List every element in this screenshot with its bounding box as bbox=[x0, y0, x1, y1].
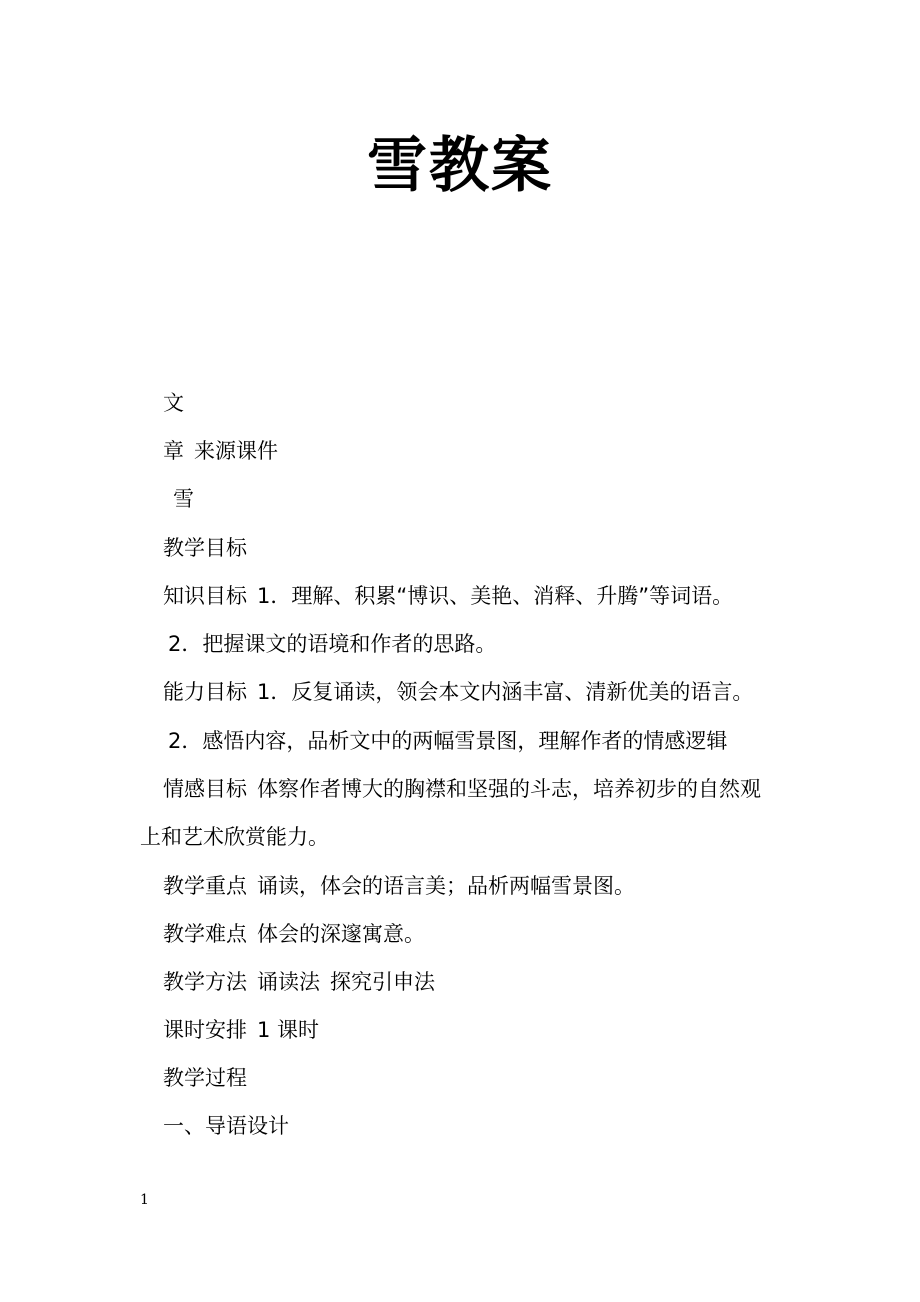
label-ability-goal: 能力目标 bbox=[163, 680, 247, 704]
text-fragment: 1．理解、积累“博识、美艳、消释、升腾”等词语。 bbox=[257, 584, 734, 608]
text-line-knowledge-goal-2 bbox=[168, 629, 496, 659]
text-fragment: 2．把握课文的语境和作者的思路。 bbox=[168, 632, 497, 656]
label-key-points: 教学重点 bbox=[163, 874, 247, 898]
text-fragment: 体察作者博大的胸襟和坚强的斗志，培养初步的自然观 bbox=[257, 777, 761, 801]
section-heading-intro bbox=[163, 1111, 289, 1141]
text-line-emotion-goal-cont bbox=[140, 822, 329, 852]
text-fragment: 教学目标 bbox=[163, 536, 247, 560]
document-title: 雪教案 bbox=[367, 131, 553, 201]
label-knowledge-goal: 知识目标 bbox=[163, 584, 247, 608]
text-fragment: 1．反复诵读，领会本文内涵丰富、清新优美的语言。 bbox=[257, 680, 754, 704]
text-line-methods bbox=[163, 967, 435, 997]
text-line-emotion-goal bbox=[163, 774, 761, 804]
text-line-lesson-name bbox=[173, 484, 194, 514]
text-fragment: 上和艺术欣赏能力。 bbox=[140, 825, 329, 849]
text-line-schedule bbox=[163, 1015, 319, 1045]
text-line-ability-goal bbox=[163, 677, 753, 707]
text-line-ability-goal-2 bbox=[168, 726, 727, 756]
text-fragment: 雪 bbox=[173, 487, 194, 511]
text-fragment: 诵读法 bbox=[257, 970, 320, 994]
text-fragment: 1 课时 bbox=[257, 1018, 320, 1042]
text-fragment: 来源课件 bbox=[194, 439, 278, 463]
text-line-key-points bbox=[163, 871, 635, 901]
page-number: 1 bbox=[140, 1192, 149, 1208]
text-fragment: 一、导语设计 bbox=[163, 1114, 289, 1138]
text-line-knowledge-goal bbox=[163, 581, 733, 611]
text-line-source-part1 bbox=[163, 388, 184, 418]
text-fragment: 章 bbox=[163, 439, 184, 463]
text-fragment: 探究引申法 bbox=[330, 970, 435, 994]
label-difficulties: 教学难点 bbox=[163, 922, 247, 946]
text-fragment: 2．感悟内容，品析文中的两幅雪景图，理解作者的情感逻辑 bbox=[168, 729, 728, 753]
label-methods: 教学方法 bbox=[163, 970, 247, 994]
text-line-source-part2 bbox=[163, 436, 278, 466]
section-heading-objectives bbox=[163, 533, 247, 563]
section-heading-process bbox=[163, 1063, 247, 1093]
text-fragment: 教学过程 bbox=[163, 1066, 247, 1090]
text-fragment: 体会的深邃寓意。 bbox=[257, 922, 425, 946]
text-fragment: 诵读，体会的语言美；品析两幅雪景图。 bbox=[257, 874, 635, 898]
text-fragment: 文 bbox=[163, 391, 184, 415]
label-emotion-goal: 情感目标 bbox=[163, 777, 247, 801]
label-schedule: 课时安排 bbox=[163, 1018, 247, 1042]
text-line-difficulties bbox=[163, 919, 425, 949]
